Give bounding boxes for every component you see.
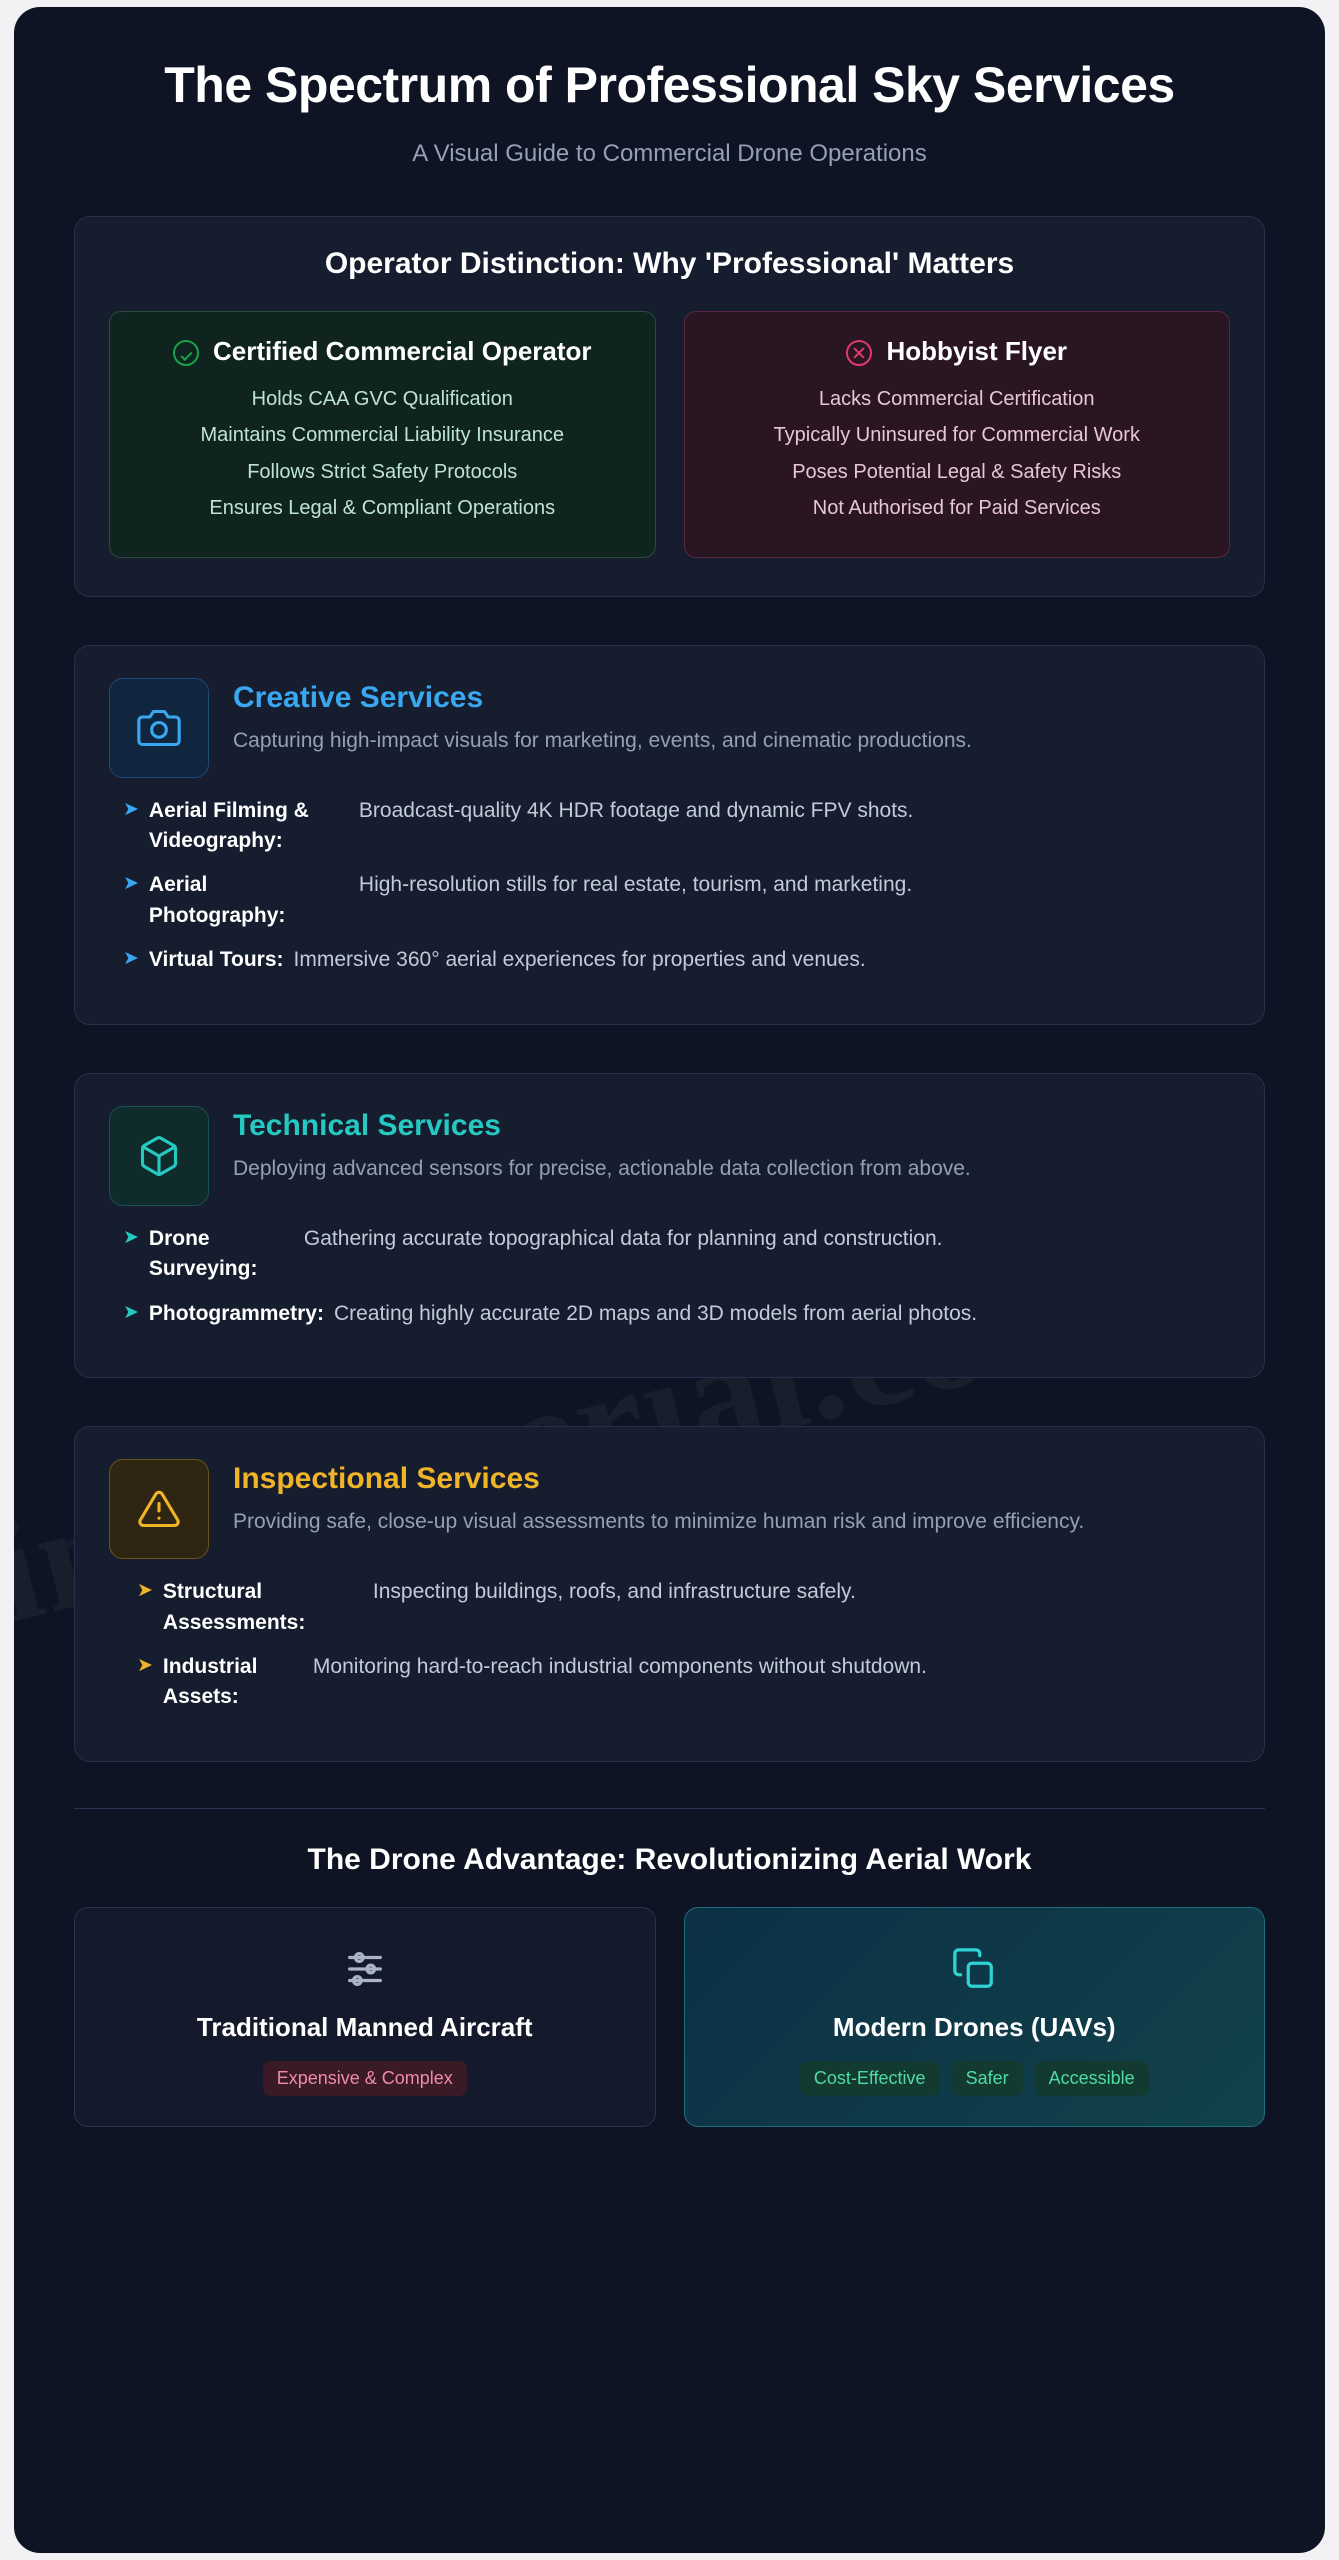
arrow-bullet-icon: ➤ — [123, 948, 139, 970]
check-circle-icon — [173, 340, 199, 371]
list-item: Typically Uninsured for Commercial Work — [773, 424, 1140, 447]
item-term: Photogrammetry: — [148, 1301, 324, 1325]
modern-drones-name: Modern Drones (UAVs) — [832, 2011, 1116, 2042]
technical-services-section — [74, 1073, 1265, 1378]
item-term: Structural Assessments: — [162, 1580, 306, 1634]
section-divider — [74, 1808, 1265, 1809]
list-item: Ensures Legal & Compliant Operations — [209, 497, 556, 520]
item-definition: High-resolution stills for real estate, tourism, and marketing. — [358, 873, 913, 897]
hobbyist-flyer-heading: Hobbyist Flyer — [886, 336, 1068, 366]
infographic-card — [14, 7, 1325, 2553]
list-item — [123, 1224, 1230, 1285]
creative-services-section — [74, 645, 1265, 1025]
hobbyist-flyer-list — [707, 385, 1208, 523]
arrow-bullet-icon: ➤ — [123, 1301, 139, 1323]
status-badge: Safer — [952, 2061, 1023, 2096]
traditional-aircraft-name: Traditional Manned Aircraft — [196, 2011, 533, 2042]
status-badge: Expensive & Complex — [263, 2061, 467, 2096]
creative-services-title: Creative Services — [233, 680, 484, 714]
arrow-bullet-icon: ➤ — [123, 798, 139, 820]
technical-services-desc: Deploying advanced sensors for precise, actionable data collection from above. — [233, 1156, 971, 1180]
list-item: Maintains Commercial Liability Insurance — [200, 424, 564, 447]
item-term: Aerial Filming & Videography: — [148, 798, 309, 852]
camera-icon — [109, 678, 209, 778]
item-term: Aerial Photography: — [148, 873, 286, 927]
sliders-icon — [95, 1942, 635, 1996]
warning-triangle-icon — [109, 1459, 209, 1559]
list-item — [137, 1577, 1230, 1638]
item-term: Industrial Assets: — [162, 1654, 258, 1709]
page-title: The Spectrum of Professional Sky Services — [164, 57, 1175, 113]
certified-operator-list — [132, 385, 633, 523]
inspectional-services-section — [74, 1426, 1265, 1762]
traditional-aircraft-card — [74, 1907, 656, 2127]
distinction-title: Operator Distinction: Why 'Professional' Matters — [324, 247, 1015, 280]
creative-services-items — [109, 796, 1230, 976]
arrow-bullet-icon: ➤ — [137, 1654, 153, 1676]
x-circle-icon — [846, 340, 872, 371]
item-term: Virtual Tours: — [148, 948, 284, 972]
list-item — [123, 945, 1230, 975]
inspectional-services-desc: Providing safe, close-up visual assessments to minimize human risk and improve efficiency. — [233, 1510, 1085, 1534]
list-item — [123, 870, 1230, 931]
modern-drones-card — [684, 1907, 1266, 2127]
operator-distinction-panel — [74, 216, 1265, 597]
list-item: Poses Potential Legal & Safety Risks — [792, 460, 1122, 483]
item-definition: Broadcast-quality 4K HDR footage and dynamic FPV shots. — [358, 798, 914, 822]
page-header — [74, 55, 1265, 168]
item-definition: Creating highly accurate 2D maps and 3D models from aerial photos. — [333, 1301, 978, 1325]
status-badge: Cost-Effective — [800, 2061, 940, 2096]
list-item — [123, 796, 1230, 857]
certified-operator-heading: Certified Commercial Operator — [212, 336, 592, 366]
list-item: Follows Strict Safety Protocols — [247, 460, 518, 483]
list-item: Lacks Commercial Certification — [818, 388, 1095, 410]
advantage-title: The Drone Advantage: Revolutionizing Aerial Work — [307, 1842, 1032, 1876]
item-definition: Gathering accurate topographical data for planning and construction. — [303, 1226, 943, 1250]
list-item — [137, 1652, 1230, 1713]
arrow-bullet-icon: ➤ — [123, 873, 139, 895]
arrow-bullet-icon: ➤ — [137, 1580, 153, 1602]
layers-icon — [705, 1942, 1245, 1996]
inspectional-services-items — [109, 1577, 1230, 1713]
advantage-comparison — [74, 1907, 1265, 2127]
creative-services-desc: Capturing high-impact visuals for marketing, events, and cinematic productions. — [233, 728, 972, 752]
list-item — [123, 1299, 1230, 1329]
item-definition: Inspecting buildings, roofs, and infrastructure safely. — [372, 1580, 856, 1604]
technical-services-title: Technical Services — [233, 1108, 501, 1142]
inspectional-services-title: Inspectional Services — [233, 1462, 540, 1496]
page-subtitle: A Visual Guide to Commercial Drone Operations — [412, 140, 927, 167]
arrow-bullet-icon: ➤ — [123, 1226, 139, 1248]
certified-operator-card — [109, 311, 656, 558]
item-term: Drone Surveying: — [148, 1226, 258, 1281]
item-definition: Immersive 360° aerial experiences for properties and venues. — [293, 948, 866, 972]
status-badge: Accessible — [1035, 2061, 1149, 2096]
technical-services-items — [109, 1224, 1230, 1329]
item-definition: Monitoring hard-to-reach industrial components without shutdown. — [312, 1654, 927, 1678]
list-item: Holds CAA GVC Qualification — [251, 388, 513, 410]
cube-icon — [109, 1106, 209, 1206]
list-item: Not Authorised for Paid Services — [812, 497, 1101, 520]
hobbyist-flyer-card — [684, 311, 1231, 558]
